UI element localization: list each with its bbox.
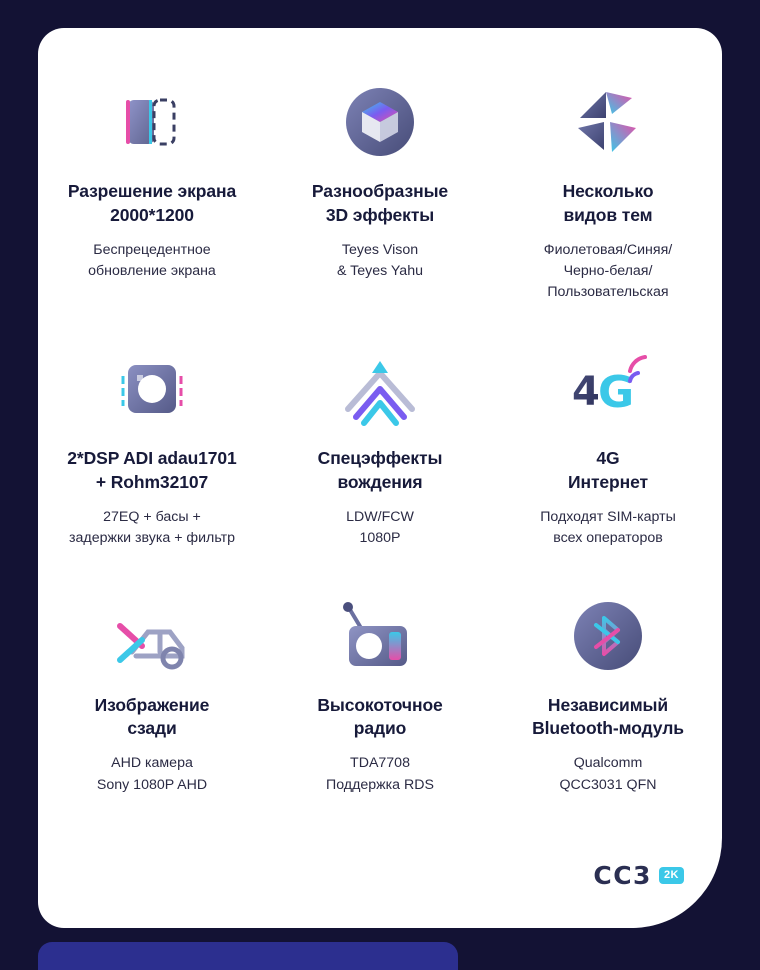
feature-item — [494, 70, 722, 303]
feature-item — [494, 584, 722, 796]
feature-title: Изображение сзади — [94, 694, 210, 739]
feature-title: Разнообразные 3D эффекты — [311, 181, 449, 225]
themes-icon — [504, 70, 712, 174]
bluetooth-icon — [504, 584, 712, 688]
feature-item — [266, 70, 494, 303]
feature-subtitle: AHD камера Sony 1080P AHD — [96, 755, 208, 793]
feature-title: Разрешение экрана 2000*1200 — [67, 181, 237, 225]
bottom-strip — [38, 942, 458, 970]
svg-text:4: 4 — [572, 369, 600, 416]
feature-subtitle: Qualcomm QCC3031 QFN — [559, 755, 657, 793]
3d-cube-icon — [276, 70, 484, 174]
feature-subtitle: Teyes Vison & Teyes Yahu — [337, 241, 423, 279]
feature-subtitle: LDW/FCW 1080P — [346, 509, 414, 547]
4g-internet-icon — [504, 337, 712, 441]
feature-subtitle: TDA7708 Поддержка RDS — [326, 755, 434, 793]
rear-camera-icon — [48, 584, 256, 688]
feature-title: Высокоточное радио — [317, 694, 443, 739]
feature-title: Спецэффекты вождения — [317, 448, 443, 493]
feature-item — [266, 337, 494, 549]
feature-item — [494, 337, 722, 549]
feature-item — [38, 70, 266, 303]
feature-grid — [38, 70, 722, 830]
product-logo — [593, 861, 684, 890]
radio-icon — [276, 584, 484, 688]
svg-text:G: G — [598, 367, 635, 419]
feature-subtitle: Подходят SIM-карты всех операторов — [540, 509, 676, 547]
feature-subtitle: Беспрецедентное обновление экрана — [88, 241, 216, 279]
feature-item — [38, 337, 266, 549]
dsp-chip-icon — [48, 337, 256, 441]
feature-title: 2*DSP ADI adau1701 + Rohm32107 — [67, 448, 237, 493]
logo-badge: 2K — [659, 867, 684, 884]
feature-item — [38, 584, 266, 796]
feature-title: Независимый Bluetooth-модуль — [532, 694, 684, 739]
driving-effects-icon — [276, 337, 484, 441]
feature-card — [38, 28, 722, 928]
screen-resolution-icon — [48, 70, 256, 174]
feature-title: Несколько видов тем — [562, 181, 654, 225]
logo-text: CC3 — [593, 861, 652, 890]
feature-item — [266, 584, 494, 796]
feature-subtitle: Фиолетовая/Синяя/ Черно-белая/ Пользовательская — [543, 241, 673, 301]
feature-title: 4G Интернет — [568, 448, 648, 493]
feature-subtitle: 27EQ + басы + задержки звука + фильтр — [69, 509, 235, 547]
